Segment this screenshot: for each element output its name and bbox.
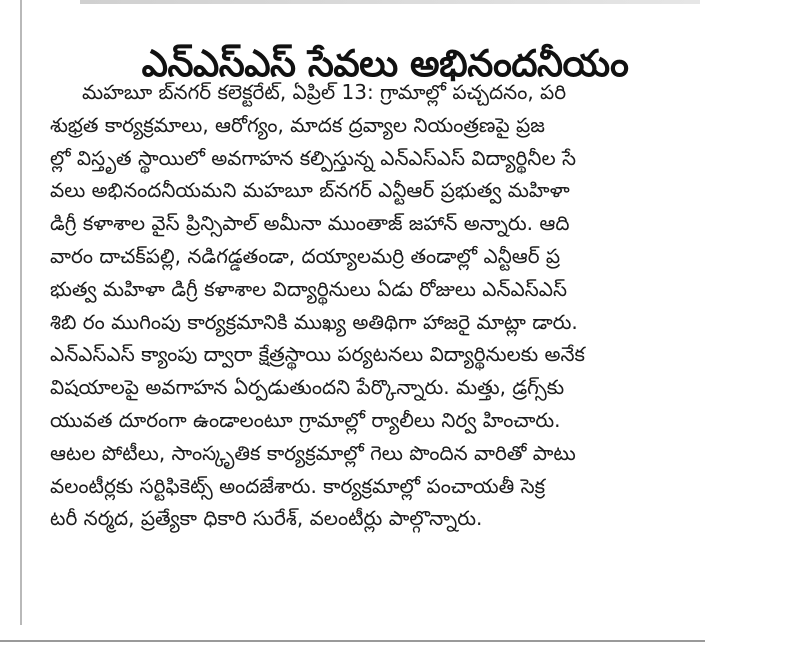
article-line-5: డిగ్రీ కళాశాల వైస్ ప్రిన్సిపాల్ అమీనా ముంతాజ్ జహాన్ అన్నారు. ఆది: [50, 211, 570, 236]
article-line-1: మహబూ బ్‌నగర్ కలెక్టరేట్, ఏప్రిల్ 13: గ్రామాల్లో పచ్చదనం, పరి: [82, 80, 567, 104]
article-line-2: శుభ్రత కార్యక్రమాలు, ఆరోగ్యం, మాదక ద్రవ్యాల నియంత్రణపై ప్రజ: [50, 112, 545, 137]
article-line-6: వారం దాచక్‌పల్లి, నడిగడ్డతండా, దయ్యాలమర్రి తండాల్లో ఎన్టీఆర్ ప్ర: [50, 243, 561, 268]
article-bottom-divider: [0, 640, 705, 642]
article-line-8: శిబి రం ముగింపు కార్యక్రమానికి ముఖ్య అతిథిగా హాజరై మాట్లా డారు.: [50, 309, 578, 334]
article-line-13: వలంటీర్లకు సర్టిఫికెట్స్ అందజేశారు. కార్యక్రమాల్లో పంచాయతీ సెక్ర: [50, 473, 546, 498]
article-line-4: వలు అభినందనీయమని మహబూ బ్‌నగర్ ఎన్టీఆర్ ప్రభుత్వ మహిళా: [50, 178, 570, 203]
article-line-3: ల్లో విస్తృత స్థాయిలో అవగాహన కల్పిస్తున్న ఎన్ఎస్ఎస్ విద్యార్థినీల సే: [50, 145, 577, 170]
article-body: [50, 76, 710, 535]
article-line-9: ఎన్ఎస్ఎస్ క్యాంపు ద్వారా క్షేత్రస్థాయి పర్యటనలు విద్యార్థినులకు అనేక: [50, 342, 585, 367]
article-line-11: యువత దూరంగా ఉండాలంటూ గ్రామాల్లో ర్యాలీలు నిర్వ హించారు.: [50, 407, 561, 432]
previous-article-edge: [80, 0, 700, 4]
article-line-10: విషయాలపై అవగాహన ఏర్పడుతుందని పేర్కొన్నారు. మత్తు, డ్రగ్స్‌కు: [50, 375, 565, 400]
article-line-14: టరీ నర్మద, ప్రత్యేకా ధికారి సురేశ్, వలంటీర్లు పాల్గొన్నారు.: [50, 506, 483, 531]
article-headline: ఎన్ఎస్ఎస్ సేవలు అభినందనీయం: [141, 41, 629, 85]
article-line-12: ఆటల పోటీలు, సాంస్కృతిక కార్యక్రమాల్లో గెలు పొందిన వారితో పాటు: [50, 440, 576, 465]
article-line-7: భుత్వ మహిళా డిగ్రీ కళాశాల విద్యార్థినులు ఏడు రోజులు ఎన్ఎస్ఎస్: [50, 276, 568, 301]
column-divider-left: [20, 0, 22, 625]
